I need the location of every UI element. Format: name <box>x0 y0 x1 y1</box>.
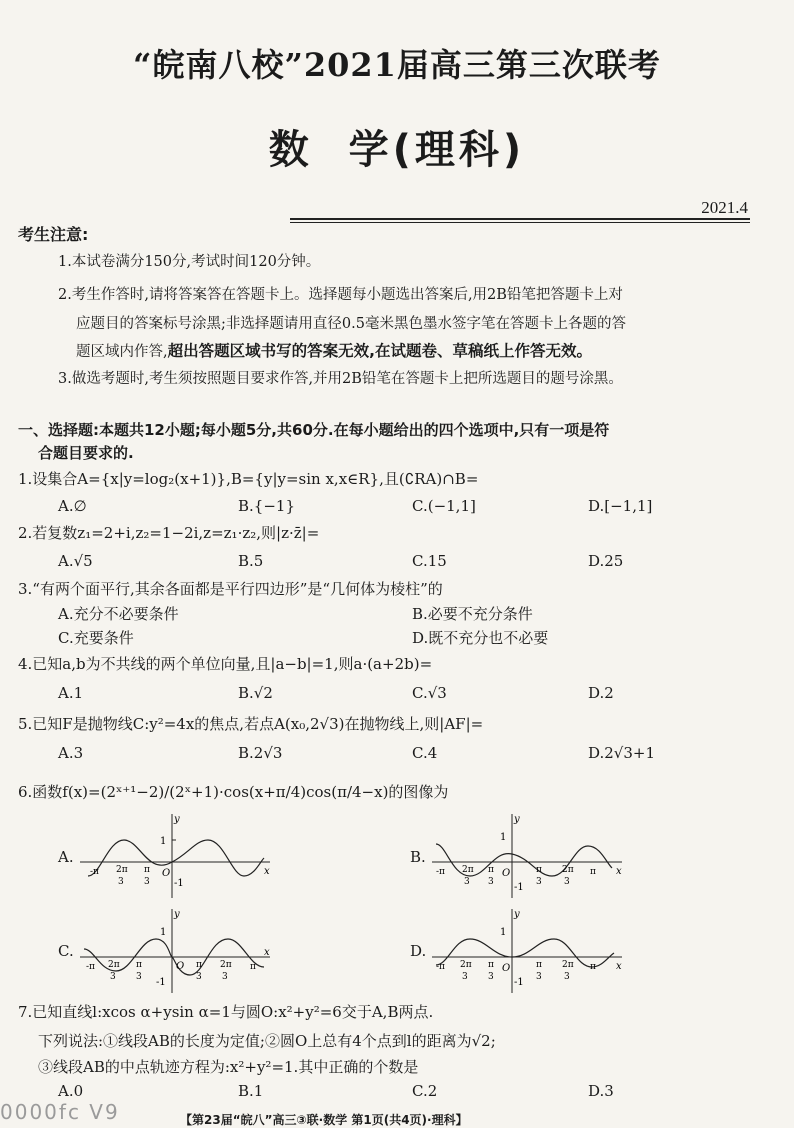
graph-a-negpi: -π <box>90 867 99 877</box>
header-rule-thin <box>290 222 750 223</box>
q1-stem: 1.设集合A={x|y=log₂(x+1)},B={y|y=sin x,x∈R},且(∁RA)∩B= <box>18 470 479 488</box>
graph-b-3b: 3 <box>488 877 494 887</box>
notice-item-2-bold: 超出答题区域书写的答案无效,在试题卷、草稿纸上作答无效。 <box>167 342 592 360</box>
q3-option-b: B.必要不充分条件 <box>412 605 533 623</box>
graph-c-pi: π <box>250 962 256 972</box>
q5-option-a: A.3 <box>58 744 84 762</box>
q5-option-b: B.2√3 <box>238 744 283 762</box>
q4-option-c: C.√3 <box>412 684 447 702</box>
graph-d-3a: 3 <box>462 972 468 982</box>
q3-option-a: A.充分不必要条件 <box>58 605 179 623</box>
q1-option-d: D.[−1,1] <box>588 497 653 515</box>
q3-stem: 3.“有两个面平行,其余各面都是平行四边形”是“几何体为棱柱”的 <box>18 580 443 598</box>
graph-c-pi3r: π <box>196 960 202 970</box>
q7-option-d: D.3 <box>588 1082 614 1100</box>
watermark-stamp: 0000fc V9 <box>0 1100 120 1124</box>
graph-a-pi3: π <box>144 865 150 875</box>
q5-stem: 5.已知F是抛物线C:y²=4x的焦点,若点A(x₀,2√3)在抛物线上,则|AF|= <box>18 715 484 733</box>
section1-heading-a: 一、选择题:本题共12小题;每小题5分,共60分.在每小题给出的四个选项中,只有一项是符 <box>18 421 610 439</box>
notice-item-1: 1.本试卷满分150分,考试时间120分钟。 <box>58 254 321 270</box>
graph-b-origin: O <box>502 868 511 879</box>
graph-c-pi3: π <box>136 960 142 970</box>
graph-b-negpi: -π <box>436 867 445 877</box>
q6-option-d: D. <box>410 942 427 960</box>
graph-b-pi3r: π <box>536 865 542 875</box>
q1-option-c: C.(−1,1] <box>412 497 476 515</box>
q4-stem: 4.已知a,b为不共线的两个单位向量,且|a−b|=1,则a·(a+2b)= <box>18 655 433 673</box>
graph-d-pi3: π <box>488 960 494 970</box>
graph-c-origin: O <box>176 961 185 972</box>
graph-c <box>78 905 278 995</box>
q4-option-a: A.1 <box>58 684 84 702</box>
q7-option-c: C.2 <box>412 1082 438 1100</box>
graph-b-xlabel: x <box>616 866 622 877</box>
graph-d-ylabel: y <box>514 909 520 920</box>
graph-d-3c: 3 <box>536 972 542 982</box>
exam-date: 2021.4 <box>701 198 748 217</box>
graph-a-y1: 1 <box>160 836 167 847</box>
graph-b-pi: π <box>590 867 596 877</box>
q7-stem: 7.已知直线l:xcos α+ysin α=1与圆O:x²+y²=6交于A,B两点. <box>18 1003 434 1021</box>
graph-a-3b: 3 <box>144 877 150 887</box>
graph-c-xlabel: x <box>264 947 270 958</box>
q1-option-b: B.{−1} <box>238 497 295 515</box>
graph-d-3b: 3 <box>488 972 494 982</box>
graph-a <box>78 810 278 900</box>
graph-a-curve <box>88 840 264 876</box>
graph-c-ylabel: y <box>174 909 180 920</box>
graph-a-3a: 3 <box>118 877 124 887</box>
graph-a-2pi: 2π <box>116 865 128 875</box>
graph-b-yneg1: -1 <box>514 882 524 893</box>
graph-a-origin: O <box>162 868 171 879</box>
q2-option-a: A.√5 <box>58 552 93 570</box>
q6-option-c: C. <box>58 942 74 960</box>
notice-item-2c-text: 题区域内作答, <box>76 344 168 360</box>
graph-b-3a: 3 <box>464 877 470 887</box>
q6-option-b: B. <box>410 848 426 866</box>
graph-c-3c: 3 <box>196 972 202 982</box>
graph-d-pi3r: π <box>536 960 542 970</box>
q5-option-d: D.2√3+1 <box>588 744 656 762</box>
notice-item-2b: 应题目的答案标号涂黑;非选择题请用直径0.5毫米黑色墨水签字笔在答题卡上各题的答 <box>76 316 626 332</box>
graph-b <box>430 810 630 900</box>
graph-d <box>430 905 630 995</box>
subject-title: 数 学(理科) <box>268 127 526 173</box>
graph-b-y1: 1 <box>500 832 507 843</box>
graph-c-3d: 3 <box>222 972 228 982</box>
q6-stem: 6.函数f(x)=(2ˣ⁺¹−2)/(2ˣ+1)·cos(x+π/4)cos(π/4−x)的图像为 <box>18 783 449 801</box>
q2-option-d: D.25 <box>588 552 624 570</box>
q4-option-b: B.√2 <box>238 684 273 702</box>
section1-heading-b: 合题目要求的. <box>38 444 134 462</box>
q7-stem-3: ③线段AB的中点轨迹方程为:x²+y²=1.其中正确的个数是 <box>38 1058 419 1076</box>
graph-c-2pir: 2π <box>220 960 232 970</box>
graph-d-2pi: 2π <box>460 960 472 970</box>
q6-option-a: A. <box>58 848 74 866</box>
q2-stem: 2.若复数z₁=2+i,z₂=1−2i,z=z₁·z₂,则|z·z̄|= <box>18 524 320 542</box>
graph-c-2pi: 2π <box>108 960 120 970</box>
graph-b-2pi: 2π <box>462 865 474 875</box>
graph-d-yneg1: -1 <box>514 977 524 988</box>
q7-option-b: B.1 <box>238 1082 264 1100</box>
notice-item-2a: 2.考生作答时,请将答案答在答题卡上。选择题每小题选出答案后,用2B铅笔把答题卡上对 <box>58 287 623 303</box>
q7-stem-2: 下列说法:①线段AB的长度为定值;②圆O上总有4个点到l的距离为√2; <box>38 1032 496 1050</box>
graph-d-pi: π <box>590 962 596 972</box>
q3-option-c: C.充要条件 <box>58 629 134 647</box>
graph-a-yneg1: -1 <box>174 878 184 889</box>
graph-d-origin: O <box>502 963 511 974</box>
q7-option-a: A.0 <box>58 1082 84 1100</box>
graph-c-3a: 3 <box>110 972 116 982</box>
graph-b-pi3: π <box>488 865 494 875</box>
q1-option-a: A.∅ <box>58 497 87 515</box>
graph-a-xlabel: x <box>264 866 270 877</box>
graph-b-3d: 3 <box>564 877 570 887</box>
graph-b-3c: 3 <box>536 877 542 887</box>
graph-b-2pir: 2π <box>562 865 574 875</box>
graph-d-negpi: -π <box>436 962 445 972</box>
q3-option-d: D.既不充分也不必要 <box>412 629 549 647</box>
graph-d-3d: 3 <box>564 972 570 982</box>
q5-option-c: C.4 <box>412 744 438 762</box>
notice-item-2c <box>76 341 592 363</box>
notice-heading: 考生注意: <box>18 225 89 244</box>
graph-c-negpi: -π <box>86 962 95 972</box>
graph-c-3b: 3 <box>136 972 142 982</box>
graph-d-y1: 1 <box>500 927 507 938</box>
graph-c-yneg1: -1 <box>156 977 166 988</box>
notice-item-3: 3.做选考题时,考生须按照题目要求作答,并用2B铅笔在答题卡上把所选题目的题号涂黑。 <box>58 371 623 387</box>
graph-c-y1: 1 <box>160 927 167 938</box>
graph-d-2pir: 2π <box>562 960 574 970</box>
graph-b-ylabel: y <box>514 814 520 825</box>
q2-option-b: B.5 <box>238 552 264 570</box>
q2-option-c: C.15 <box>412 552 447 570</box>
exam-title: “皖南八校”2021届高三第三次联考 <box>133 46 661 84</box>
graph-d-xlabel: x <box>616 961 622 972</box>
page-footer: 【第23届“皖八”高三③联·数学 第1页(共4页)·理科】 <box>180 1113 468 1127</box>
q4-option-d: D.2 <box>588 684 614 702</box>
graph-a-ylabel: y <box>174 814 180 825</box>
header-rule <box>290 218 750 220</box>
